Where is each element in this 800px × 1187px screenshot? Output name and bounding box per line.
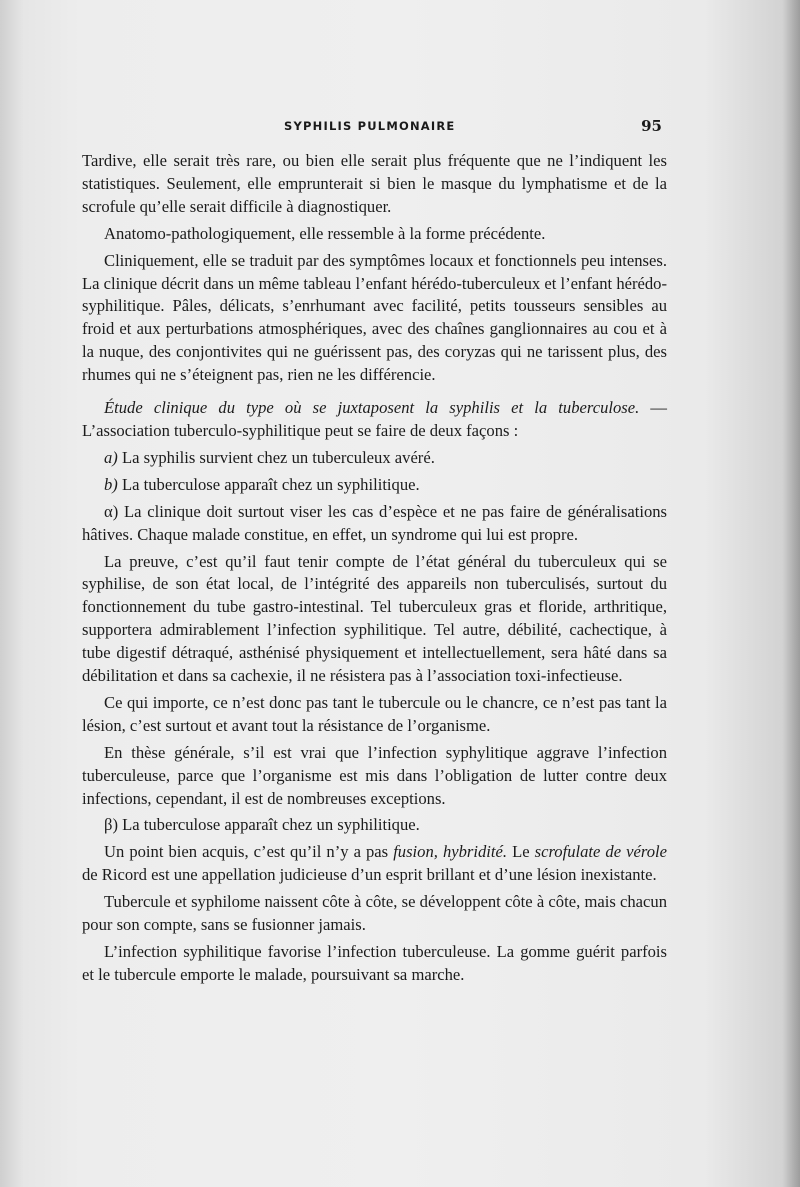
text-run: Un point bien acquis, c’est qu’il n’y a pas	[104, 842, 389, 862]
list-marker: β)	[104, 815, 118, 835]
body-text	[82, 150, 667, 991]
emphasis: scrofulate de vérole	[534, 842, 667, 862]
paragraph: Anatomo-pathologiquement, elle ressemble à la forme précédente.	[104, 223, 546, 243]
section-paragraph	[82, 397, 667, 443]
paragraph: Ce qui importe, ce n’est donc pas tant le tubercule ou le chancre, ce n’est pas tant la lésion, c’est surtout et avant tout la résistance de l’organisme.	[82, 692, 667, 735]
section-title: Étude clinique du type où se juxtaposent la syphilis et la tuberculose.	[104, 398, 640, 418]
list-text: La tuberculose apparaît chez un syphilitique.	[122, 815, 420, 835]
list-marker: b)	[104, 474, 118, 494]
list-text: La tuberculose apparaît chez un syphilitique.	[121, 474, 420, 494]
list-text: La syphilis survient chez un tuberculeux avéré.	[121, 447, 435, 467]
list-item	[82, 447, 667, 470]
text-run: de Ricord est une appellation judicieuse d’un esprit brillant et d’une lésion inexistante.	[82, 865, 657, 885]
list-marker: a)	[104, 447, 118, 467]
list-item	[82, 814, 667, 837]
section-intro: — L’association tuberculo-syphilitique peut se faire de deux façons :	[82, 398, 667, 440]
list-item	[82, 474, 667, 497]
list-text: La clinique doit surtout viser les cas d’espèce et ne pas faire de généralisations hâtives. Chaque malade constitue, en effet, un syndrome qui lui est propre.	[82, 501, 667, 544]
paragraph: Tubercule et syphilome naissent côte à côte, se développent côte à côte, mais chacun pour son compte, sans se fusionner jamais.	[82, 892, 667, 935]
emphasis: fusion, hybridité.	[393, 842, 508, 862]
paragraph: Tardive, elle serait très rare, ou bien elle serait plus fréquente que ne l’indiquent les statistiques. Seulement, elle emprunterait si bien le masque du lymphatisme et de la scrofule qu’elle serait difficile à diagnostiquer.	[82, 151, 667, 216]
page-number: 95	[641, 117, 662, 135]
paragraph: Cliniquement, elle se traduit par des symptômes locaux et fonctionnels peu intenses. La clinique décrit dans un même tableau l’enfant hérédo-tuberculeux et l’enfant hérédo-syphilitique. Pâles, délicats, s’enrhumant avec facilité, petits tousseurs sensibles au froid et aux perturbations atmosphériques, avec des chaînes ganglionnaires au cou et à la nuque, des conjontivites qui ne guérissent pas, des coryzas qui ne tarissent plus, des rhumes qui ne s’éteignent pas, rien ne les différencie.	[82, 250, 667, 385]
page-header	[86, 117, 666, 137]
list-item	[82, 501, 667, 547]
text-run: Le	[512, 842, 530, 862]
paragraph: La preuve, c’est qu’il faut tenir compte de l’état général du tuberculeux qui se syphilise, de son état local, de l’intégrité des appareils non tuberculisés, surtout du fonctionnement du tube gastro-intestinal. Tel tuberculeux gras et floride, arthritique, supportera admirablement l’infection syphilitique. Tel autre, débilité, cachectique, à tube digestif détraqué, asthénisé physiquement et intellectuellement, sera hâté dans sa débilitation et dans sa cachexie, il ne résistera pas à l’association toxi-infectieuse.	[82, 551, 667, 686]
running-head: SYPHILIS PULMONAIRE	[284, 119, 456, 133]
page-edge-shadow	[782, 0, 800, 1187]
paragraph: En thèse générale, s’il est vrai que l’infection syphylitique aggrave l’infection tuberculeuse, parce que l’organisme est mis dans l’obligation de lutter contre deux infections, cependant, il est de nombreuses exceptions.	[82, 742, 667, 808]
paragraph	[82, 841, 667, 887]
paragraph: L’infection syphilitique favorise l’infection tuberculeuse. La gomme guérit parfois et le tubercule emporte le malade, poursuivant sa marche.	[82, 942, 667, 984]
list-marker: α)	[104, 501, 119, 521]
